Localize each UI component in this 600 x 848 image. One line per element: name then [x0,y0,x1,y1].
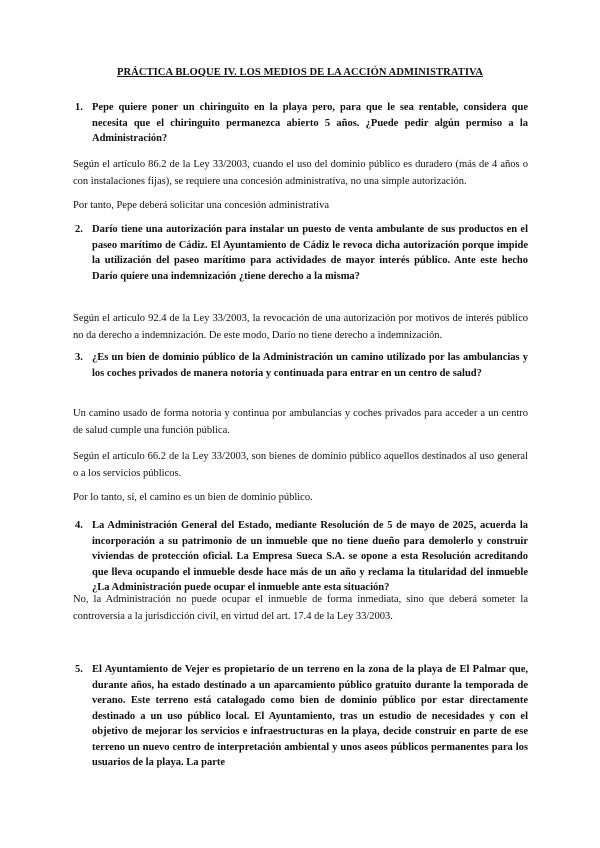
question-text: La Administración General del Estado, mediante Resolución de 5 de mayo de 2025, acuerda la incorporación a su patrimonio de un inmueble que no tiene dueño para demolerlo y construir viviendas de protección oficial. La Empresa Sueca S.A. se opone a esta Resolución acreditando que lleva ocupando el inmueble desde hace más de un año y reclama la titularidad del inmueble ¿La Administración puede ocupar el inmueble ante esta situación? [92,520,528,593]
question-text: El Ayuntamiento de Vejer es propietario de un terreno en la zona de la playa de El Palmar que, durante años, ha estado destinado a un aparcamiento público gratuito durante la temporada de verano. Este terreno está catalogado como bien de dominio público por estar directamente destinado a un uso público local. El Ayuntamiento, tras un estudio de necesidades y con el objetivo de mejorar los servicios e infraestructuras en la playa, decide construir en parte de ese terreno un nuevo centro de interpretación ambiental y unos aseos públicos permanentes para los usuarios de la playa. La parte [92,664,528,768]
answer-paragraph: Según el artículo 86.2 de la Ley 33/2003, cuando el uso del dominio público es duradero (más de 4 años o con instalaciones fijas), se requiere una concesión administrativa, no una simple autorización. [73,159,528,187]
question-number: 4. [75,520,83,531]
answer-paragraph: No, la Administración no puede ocupar el inmueble de forma inmediata, sino que deberá someter la controversia a la jurisdicción civil, en virtud del art. 17.4 de la Ley 33/2003. [73,594,528,622]
page-title: PRÁCTICA BLOQUE IV. LOS MEDIOS DE LA ACCIÓN ADMINISTRATIVA [116,67,484,78]
question-number: 1. [75,102,83,113]
question-1 [75,100,528,147]
answer-paragraph: Por lo tanto, sí, el camino es un bien de dominio público. [73,492,313,503]
answer-paragraph: Según el artículo 92.4 de la Ley 33/2003, la revocación de una autorización por motivos de interés público no da derecho a indemnización. De este modo, Darío no tiene derecho a indemnización. [73,313,528,341]
answer-paragraph: Según el artículo 66.2 de la Ley 33/2003, son bienes de dominio público aquellos destinados al uso general o a los servicios públicos. [73,451,528,479]
question-5 [75,662,528,771]
answer-paragraph: Un camino usado de forma notoria y continua por ambulancias y coches privados para acceder a un centro de salud cumple una función pública. [73,408,528,436]
question-number: 5. [75,664,83,675]
question-3 [75,350,528,381]
question-number: 3. [75,352,83,363]
question-text: ¿Es un bien de dominio público de la Administración un camino utilizado por las ambulancias y los coches privados de manera notoria y continuada para entrar en un centro de salud? [92,352,528,379]
question-2 [75,222,528,284]
question-text: Darío tiene una autorización para instalar un puesto de venta ambulante de sus productos en el paseo marítimo de Cádiz. El Ayuntamiento de Cádiz le revoca dicha autorización porque impide la utilización del paseo marítimo para actividades de mayor interés público. Ante este hecho Darío quiere una indemnización ¿tiene derecho a la misma? [92,224,528,282]
answer-paragraph: Por tanto, Pepe deberá solicitar una concesión administrativa [73,200,330,211]
question-number: 2. [75,224,83,235]
question-text: Pepe quiere poner un chiringuito en la playa pero, para que le sea rentable, considera que necesita que el chiringuito permanezca abierto 5 años. ¿Puede pedir algún permiso a la Administración? [92,102,528,144]
question-4 [75,518,528,596]
